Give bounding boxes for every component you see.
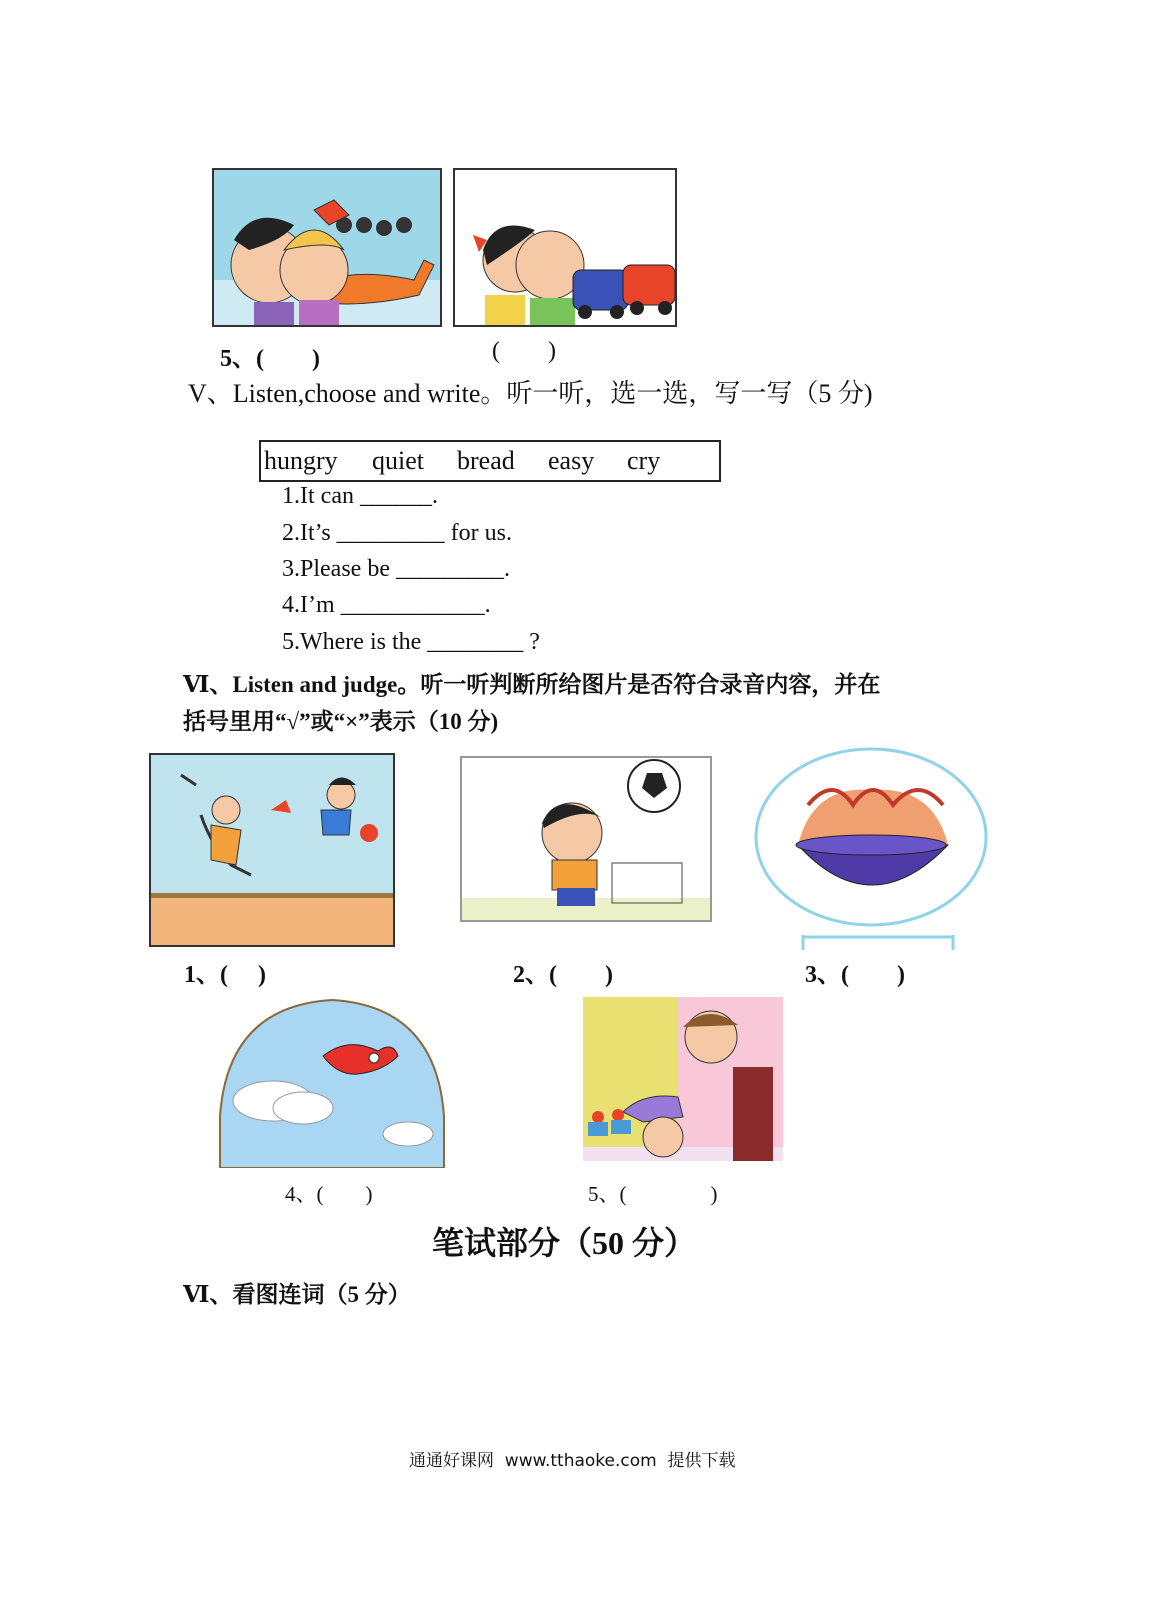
judge-label-4: 4、( ) [285, 1182, 373, 1206]
written-part-title: 笔试部分（50 分） [432, 1225, 697, 1261]
flying-bird-picture [218, 996, 446, 1168]
fill-blank-sentence: 4.I’m ____________. [282, 592, 491, 618]
word-bank-word: bread [457, 446, 515, 475]
dragon-boat-picture [212, 168, 442, 327]
section-vi-heading-line2: 括号里用“√”或“×”表示（10 分) [183, 709, 499, 734]
page-footer: 通通好课网 www.tthaoke.com 提供下载 [409, 1451, 736, 1471]
fill-blank-sentence: 1.It can ______. [282, 483, 438, 509]
fill-blank-sentence: 5.Where is the ________ ? [282, 629, 540, 655]
word-bank-word: hungry [264, 446, 338, 475]
fill-blank-sentence: 2.It’s _________ for us. [282, 520, 512, 546]
judge-label-1: 1、( ) [184, 962, 266, 988]
judge-label-5: 5、( ) [588, 1182, 718, 1206]
word-bank-word: cry [627, 446, 661, 475]
word-bank-box [259, 440, 721, 482]
judge-label-3: 3、( ) [805, 962, 905, 988]
section-v-heading: V、Listen,choose and write。听一听，选一选，写一写（5 分) [188, 379, 873, 408]
noodles-bowl-picture [753, 745, 989, 950]
section-vi-heading-line1: Ⅵ、Listen and judge。听一听判断所给图片是否符合录音内容，并在 [183, 672, 881, 697]
word-bank-word: easy [548, 446, 595, 475]
watering-flowers-picture [583, 997, 783, 1161]
football-boy-picture [460, 756, 712, 922]
children-cars-picture [453, 168, 677, 327]
judge-label-2: 2、( ) [513, 962, 613, 988]
long-jump-picture [149, 753, 395, 947]
written-part-subheading: Ⅵ、看图连词（5 分） [183, 1282, 411, 1307]
fill-blank-sentence: 3.Please be _________. [282, 556, 510, 582]
word-bank-word: quiet [372, 446, 424, 475]
top-label-2: ( ) [492, 338, 556, 364]
top-label-1: 5、( ) [220, 346, 320, 372]
